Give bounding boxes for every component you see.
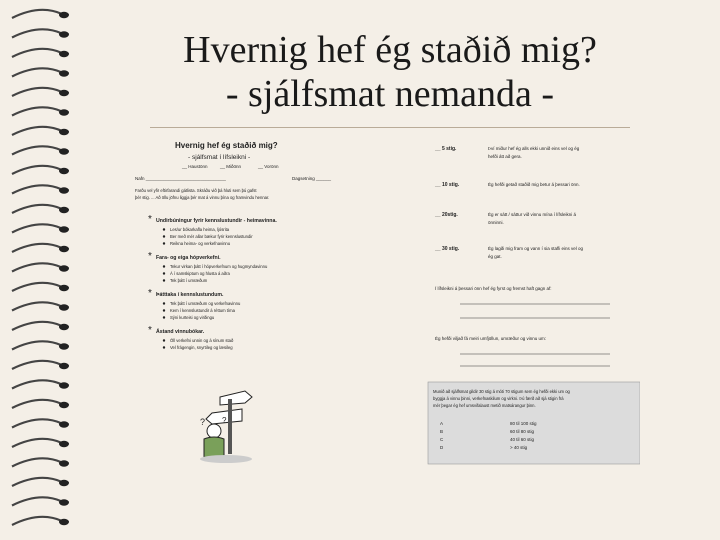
binding-hole [59, 51, 69, 57]
slide-title [80, 28, 700, 116]
binding-hole [59, 382, 69, 388]
binding-hole [59, 460, 69, 466]
person-head [207, 424, 221, 438]
bullet-dot [163, 228, 165, 230]
spiral-ring [12, 29, 62, 37]
note-line-2: byggja á vinnu þinni, verkefnaskilum og virkni. Þú færð að sjá stigin frá [433, 396, 564, 401]
section-bullet: Öll verkefni unnin og á sínum stað [170, 338, 234, 343]
date-line: Dagsetning ______ [292, 176, 332, 181]
binding-hole [59, 343, 69, 349]
question-mark-2: ? [222, 416, 227, 425]
binding-hole [59, 480, 69, 486]
section-title: Fara- og eiga hópverkefni. [156, 255, 221, 261]
section-bullet: Sýni kurteisi og virðingu [170, 315, 215, 320]
binding-hole [59, 363, 69, 369]
binding-hole [59, 421, 69, 427]
section-title: Undirbúningur fyrir kennslustundir - heimavinna. [156, 218, 277, 224]
bullet-dot [163, 346, 165, 348]
self-assessment-document [120, 132, 640, 472]
score-points: __ 10 stig. [435, 182, 460, 188]
spiral-ring [12, 302, 62, 310]
bullet-dot [163, 339, 165, 341]
section-title: Ástand vinnubókar. [156, 329, 205, 335]
spiral-ring [12, 205, 62, 213]
binding-hole [59, 265, 69, 271]
spiral-ring [12, 49, 62, 57]
note-line-3: mér þegar ég hef umsvifalaust metið matsárangur þinn. [433, 403, 536, 408]
thinking-person-illustration [200, 391, 252, 463]
prompt-more: Ég hefði viljað fá meiri umfjöllun, umræður og vinnu um: [435, 336, 547, 341]
score-text: Ég hefði getað staðið mig betur á þessari önn. [488, 182, 580, 187]
binding-hole [59, 441, 69, 447]
score-points: __ 20stig. [435, 212, 458, 218]
spiral-ring [12, 341, 62, 349]
section-bullet: Kem í kennslustundir á réttum tíma [170, 308, 235, 313]
section-asterisk: * [148, 214, 152, 225]
binding-hole [59, 226, 69, 232]
intro-line-1: Farðu vel yfir eftirfarandi gátlista. Skráðu við þá hluti sem þú gafst [135, 188, 257, 193]
prompt-useful: Í lífsleikni á þessari önn hef ég fyrst og fremst haft gagn af: [435, 286, 552, 291]
binding-hole [59, 90, 69, 96]
criteria-sections [148, 214, 277, 350]
spiral-ring [12, 166, 62, 174]
spiral-ring [12, 322, 62, 330]
spiral-ring [12, 185, 62, 193]
score-text-cont: hefði átt að gera. [488, 154, 522, 159]
grade-letter: B [440, 429, 444, 434]
checkbox-midonn: __ Miðönn [220, 164, 242, 169]
binding-hole [59, 324, 69, 330]
bullet-dot [163, 272, 165, 274]
spiral-ring [12, 517, 62, 525]
spiral-ring [12, 10, 62, 18]
spiral-ring [12, 68, 62, 76]
bullet-dot [163, 235, 165, 237]
section-bullet: Les/ur bókarkafla heima, ljósrita [170, 227, 230, 232]
title-line-1: Hvernig hef ég staðið mig? [183, 29, 597, 71]
score-text-cont: önninni. [488, 220, 504, 225]
section-bullet: Vel frágengin, snyrtileg og læsileg [170, 345, 233, 350]
spiral-ring [12, 419, 62, 427]
bullet-dot [163, 242, 165, 244]
title-line-2: - sjálfsmat nemanda - [225, 73, 555, 115]
bullet-dot [163, 309, 165, 311]
binding-hole [59, 499, 69, 505]
section-bullet: Reikna heima- og verkefnavinnu [170, 241, 231, 246]
score-text: Ég lagði mig fram og vann í sia stafli eins vel og [488, 246, 584, 251]
binding-hole [59, 519, 69, 525]
score-options [434, 145, 584, 259]
binding-hole [59, 109, 69, 115]
binding-hole [59, 304, 69, 310]
person-body [204, 437, 224, 457]
name-line: Nafn ________________________________ [135, 176, 226, 181]
section-asterisk: * [148, 288, 152, 299]
bullet-dot [163, 265, 165, 267]
binding-hole [59, 207, 69, 213]
section-bullet: Á í samskiptum og hlusta á aðra [170, 271, 230, 276]
spiral-ring [12, 88, 62, 96]
section-bullet: Ber með mér allar bækur fyrir kennslustundir [170, 234, 253, 239]
intro-line-2: þér stig. ... Að öllu jöfnu liggja þér mat á vinnu þína og framvindu hennar. [135, 195, 270, 200]
binding-hole [59, 31, 69, 37]
spiral-ring [12, 380, 62, 388]
checkbox-voronn: __ Vorönn [258, 164, 279, 169]
binding-hole [59, 168, 69, 174]
binding-hole [59, 148, 69, 154]
spiral-ring [12, 478, 62, 486]
spiral-ring [12, 127, 62, 135]
spiral-ring [12, 146, 62, 154]
binding-hole [59, 246, 69, 252]
spiral-binding [0, 0, 80, 540]
binding-hole [59, 129, 69, 135]
bullet-dot [163, 316, 165, 318]
spiral-ring [12, 263, 62, 271]
note-line-1: Munið að sjálfsmat gildir 30 stig á móti 70 stigum sem ég hefði ekki um og [433, 389, 570, 394]
section-bullet: Tek þátt í umræðum [170, 278, 208, 283]
doc-heading: Hvernig hef ég staðið mig? [175, 141, 278, 150]
score-points: __ 5 stig. [435, 146, 457, 152]
section-title: Þátttaka í kennslustundum. [156, 292, 224, 298]
section-bullet: Tekur virkan þátt í hópverkefnum og hugmyndavinnu [170, 264, 268, 269]
signpost-arrow [220, 391, 252, 405]
score-text: Því miður hef ég alls ekki unnið eins vel og ég [488, 146, 580, 151]
spiral-ring [12, 458, 62, 466]
section-asterisk: * [148, 325, 152, 336]
grade-letter: C [440, 437, 444, 442]
score-text: Ég er sátt / sáttur við vinnu mína í lífsleikni á [488, 212, 577, 217]
binding-hole [59, 285, 69, 291]
signpost-pole [228, 399, 232, 454]
grade-range: > 40 stig [510, 445, 528, 450]
grade-range: 80 til 100 stig [510, 421, 537, 426]
title-divider [150, 127, 630, 128]
binding-hole [59, 402, 69, 408]
score-points: __ 30 stig. [435, 246, 460, 252]
grade-range: 40 til 60 stig [510, 437, 535, 442]
grade-letter: A [440, 421, 444, 426]
spiral-ring [12, 283, 62, 291]
binding-hole [59, 70, 69, 76]
ground-shadow [200, 455, 252, 463]
spiral-ring [12, 107, 62, 115]
checkbox-haustonn: __ Haustönn [182, 164, 208, 169]
binding-hole [59, 12, 69, 18]
bullet-dot [163, 302, 165, 304]
spiral-ring [12, 244, 62, 252]
spiral-ring [12, 361, 62, 369]
question-mark-1: ? [200, 417, 206, 427]
grade-range: 60 til 80 stig [510, 429, 535, 434]
section-bullet: Tek þátt í umræðum og verkefnavinnu [170, 301, 241, 306]
spiral-ring [12, 439, 62, 447]
spiral-ring [12, 400, 62, 408]
bullet-dot [163, 279, 165, 281]
grade-letter: D [440, 445, 444, 450]
doc-subheading: - sjálfsmat í lífsleikni - [188, 154, 251, 161]
score-text-cont: ég gat. [488, 254, 502, 259]
section-asterisk: * [148, 251, 152, 262]
binding-hole [59, 187, 69, 193]
spiral-ring [12, 497, 62, 505]
spiral-ring [12, 224, 62, 232]
